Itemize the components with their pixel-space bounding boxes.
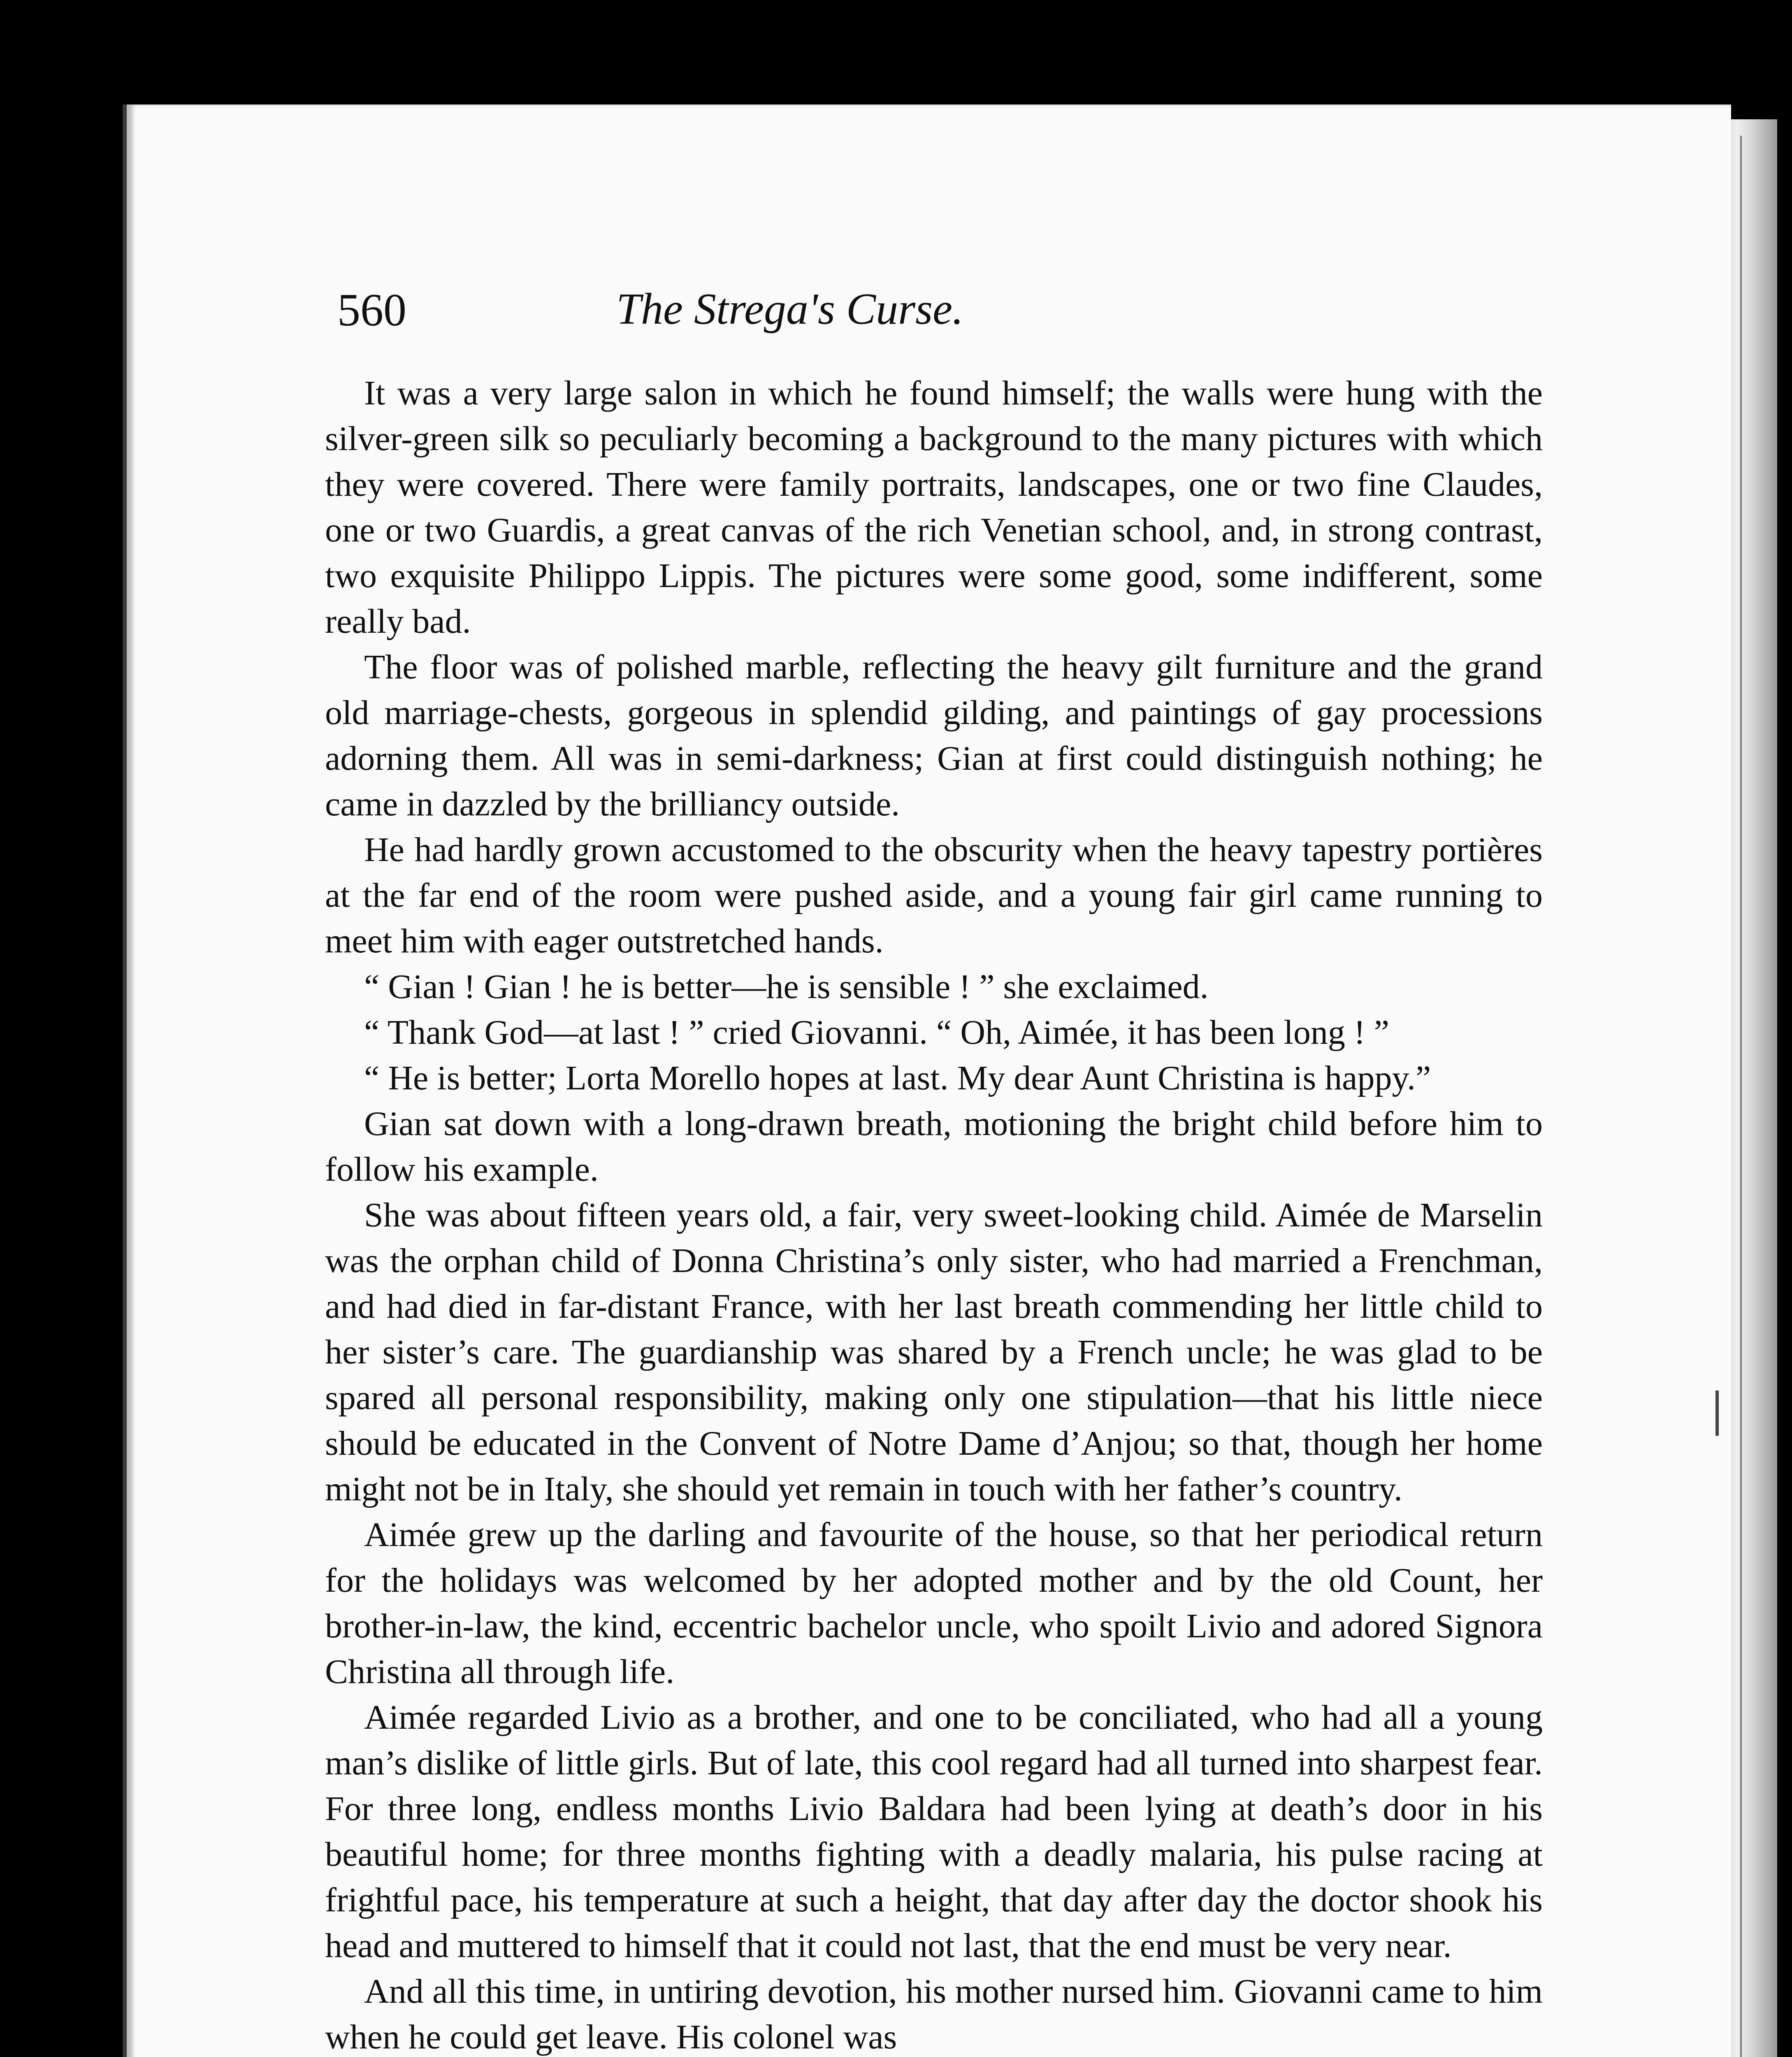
paragraph: “ He is better; Lorta Morello hopes at last. My dear Aunt Christina is happy.” (364, 1059, 1431, 1097)
running-head (337, 284, 1177, 341)
paragraph: “ Thank God—at last ! ” cried Giovanni. “ Oh, Aimée, it has been long ! ” (364, 1013, 1390, 1052)
paragraph: Aimée grew up the darling and favourite of the house, so that her periodical return for the holidays was welcomed by her adopted mother and by the old Count, her brother-in-law, the kind, eccentric bachelor uncle, who spoilt Livio and adored Signora Christina all through life. (325, 1516, 1543, 1691)
margin-mark (1715, 1391, 1719, 1436)
page-number: 560 (337, 285, 406, 336)
paragraph: He had hardly grown accustomed to the obscurity when the heavy tapestry portières at the far end of the room were pushed aside, and a young fair girl came running to meet him with eager outstretched hands. (325, 831, 1543, 960)
paragraph: She was about fifteen years old, a fair, very sweet-looking child. Aimée de Marselin was the orphan child of Donna Christina’s only sister, who had married a Frenchman, and had died in far-distant France, with her last breath commending her little child to her sister’s care. The guardianship was shared by a French uncle; he was glad to be spared all personal responsibility, making only one stipulation—that his little niece should be educated in the Convent of Notre Dame d’Anjou; so that, though her home might not be in Italy, she should yet remain in touch with her father’s country. (325, 1196, 1543, 1508)
page-edge-line (1740, 136, 1742, 2057)
running-title: The Strega's Curse. (616, 285, 964, 334)
paragraph: “ Gian ! Gian ! he is better—he is sensible ! ” she exclaimed. (364, 968, 1209, 1006)
paragraph: Aimée regarded Livio as a brother, and one to be conciliated, who had all a young man’s dislike of little girls. But of late, this cool regard had all turned into sharpest fear. For three long, endless months Livio Baldara had been lying at death’s door in his beautiful home; for three months fighting with a deadly malaria, his pulse racing at frightful pace, his temperature at such a height, that day after day the doctor shook his head and muttered to himself that it could not last, that the end must be very near. (325, 1698, 1543, 1965)
paragraph: Gian sat down with a long-drawn breath, motioning the bright child before him to follow his example. (325, 1105, 1543, 1189)
paragraph: And all this time, in untiring devotion, his mother nursed him. Giovanni came to him when he could get leave. His colonel was (325, 1972, 1543, 2056)
paragraph: It was a very large salon in which he found himself; the walls were hung with the silver-green silk so peculiarly becoming a background to the many pictures with which they were covered. There were family portraits, landscapes, one or two fine Claudes, one or two Guardis, a great canvas of the rich Venetian school, and, in strong contrast, two exquisite Philippo Lippis. The pictures were some good, some indifferent, some really bad. (325, 374, 1543, 641)
paragraph: The floor was of polished marble, reflecting the heavy gilt furniture and the grand old marriage-chests, gorgeous in splendid gilding, and paintings of gay processions adorning them. All was in semi-darkness; Gian at first could distinguish nothing; he came in dazzled by the brilliancy outside. (325, 648, 1543, 823)
body-text (325, 370, 1543, 2057)
